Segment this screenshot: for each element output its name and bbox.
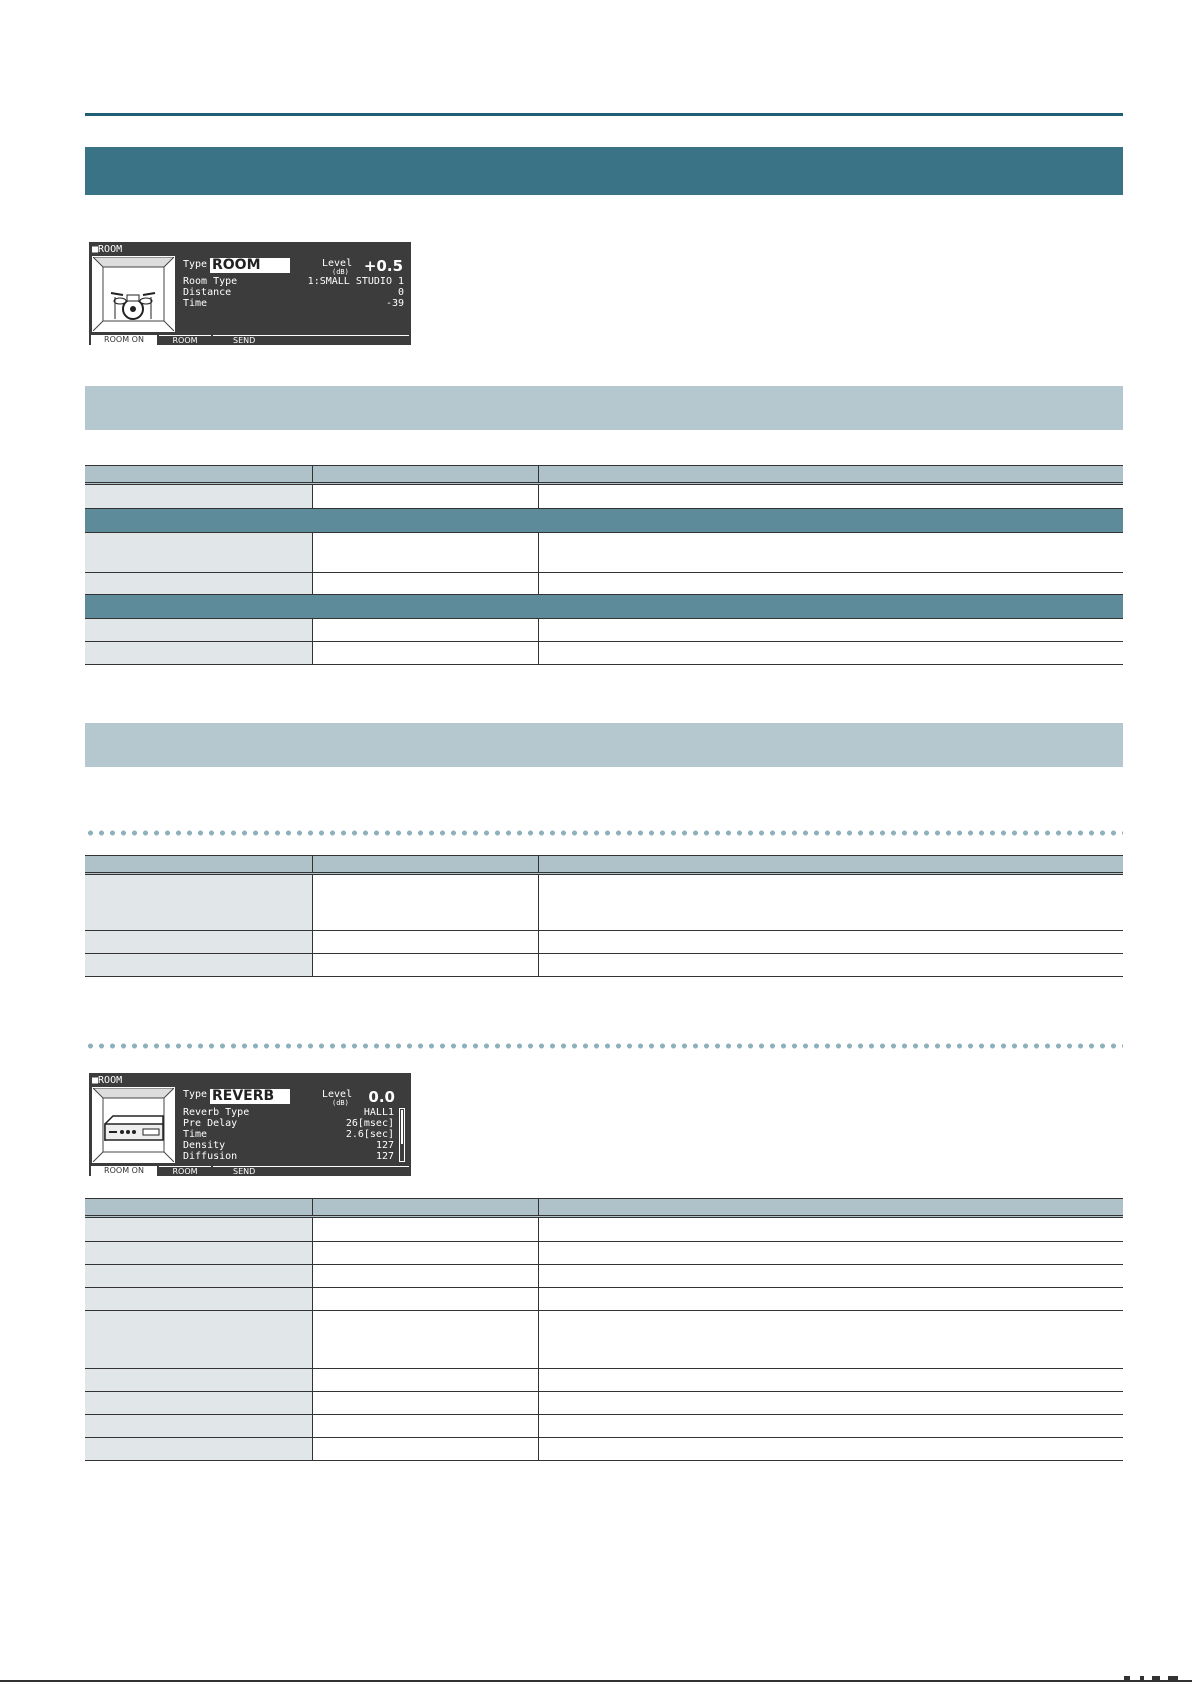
table-row (85, 1288, 1123, 1311)
type-value-field[interactable]: ROOM (210, 258, 290, 273)
table-row (85, 1242, 1123, 1265)
room-lcd-screen (89, 242, 411, 345)
table-row (85, 1265, 1123, 1288)
dotted-divider (85, 1043, 1123, 1049)
lcd-title-text: ROOM (98, 1075, 123, 1086)
square-icon: ■ (92, 1075, 99, 1086)
param-list (183, 276, 404, 316)
square-icon: ■ (92, 244, 99, 255)
footer-mark (1140, 1676, 1144, 1682)
param-row[interactable]: Pre Delay 26[msec] (183, 1118, 394, 1129)
table-row (85, 1369, 1123, 1392)
level-value[interactable]: 0.0 (368, 1088, 395, 1106)
param-row[interactable]: Reverb Type HALL1 (183, 1107, 394, 1118)
lcd-tab-bar (89, 1166, 411, 1176)
scrollbar[interactable] (399, 1108, 405, 1162)
footer-mark (1124, 1676, 1130, 1682)
table-row (85, 1438, 1123, 1461)
table-header (85, 855, 1123, 875)
param-row[interactable]: Time 2.6[sec] (183, 1129, 394, 1140)
table-row (85, 642, 1123, 665)
parameter-table (85, 1198, 1123, 1461)
table-header (85, 1198, 1123, 1218)
table-row (85, 1218, 1123, 1242)
footer-mark (1152, 1676, 1160, 1682)
table-row (85, 619, 1123, 642)
lcd-screen-title (92, 1075, 122, 1086)
param-row[interactable]: Diffusion 127 (183, 1151, 394, 1162)
level-unit: (dB) (332, 268, 349, 276)
lcd-screen-title (92, 244, 122, 255)
tab-room-on[interactable]: ROOM ON (91, 1166, 157, 1176)
tab-send[interactable]: SEND (213, 335, 409, 345)
table-row (85, 931, 1123, 954)
table-row (85, 573, 1123, 595)
param-row[interactable]: Distance 0 (183, 287, 404, 298)
param-row[interactable]: Time -39 (183, 298, 404, 309)
tab-room-on[interactable]: ROOM ON (91, 335, 157, 345)
lcd-tab-bar (89, 335, 411, 345)
drum-kit-in-room-icon (92, 256, 175, 332)
table-row (85, 485, 1123, 509)
scrollbar-thumb[interactable] (401, 1110, 403, 1144)
param-row[interactable]: Room Type 1:SMALL STUDIO 1 (183, 276, 404, 287)
tab-room[interactable]: ROOM (159, 1166, 211, 1177)
bottom-rule (0, 1680, 1192, 1682)
parameter-table (85, 465, 1123, 665)
lcd-title-text: ROOM (98, 244, 123, 255)
level-label: Level (322, 1089, 353, 1100)
section-heading-bar (85, 147, 1123, 195)
subsection-bar (85, 386, 1123, 430)
level-unit: (dB) (332, 1099, 349, 1107)
subsection-bar (85, 723, 1123, 767)
reverb-unit-in-room-icon (92, 1087, 175, 1163)
footer-mark (1168, 1676, 1178, 1682)
param-row[interactable]: Density 127 (183, 1140, 394, 1151)
dotted-divider (85, 830, 1123, 836)
level-label: Level (322, 258, 353, 269)
table-header (85, 465, 1123, 485)
top-rule (85, 113, 1123, 116)
table-row (85, 533, 1123, 573)
type-label: Type (183, 1089, 208, 1100)
table-group-row (85, 509, 1123, 533)
table-group-row (85, 595, 1123, 619)
param-list (183, 1107, 394, 1163)
table-row (85, 1392, 1123, 1415)
parameter-table (85, 855, 1123, 977)
table-row (85, 1415, 1123, 1438)
type-value-field[interactable]: REVERB (210, 1089, 290, 1104)
table-row (85, 1311, 1123, 1369)
type-label: Type (183, 259, 208, 270)
reverb-lcd-screen (89, 1073, 411, 1176)
level-value[interactable]: +0.5 (363, 257, 403, 275)
tab-room[interactable]: ROOM (159, 335, 211, 346)
table-row (85, 954, 1123, 977)
table-row (85, 875, 1123, 931)
tab-send[interactable]: SEND (213, 1166, 409, 1176)
